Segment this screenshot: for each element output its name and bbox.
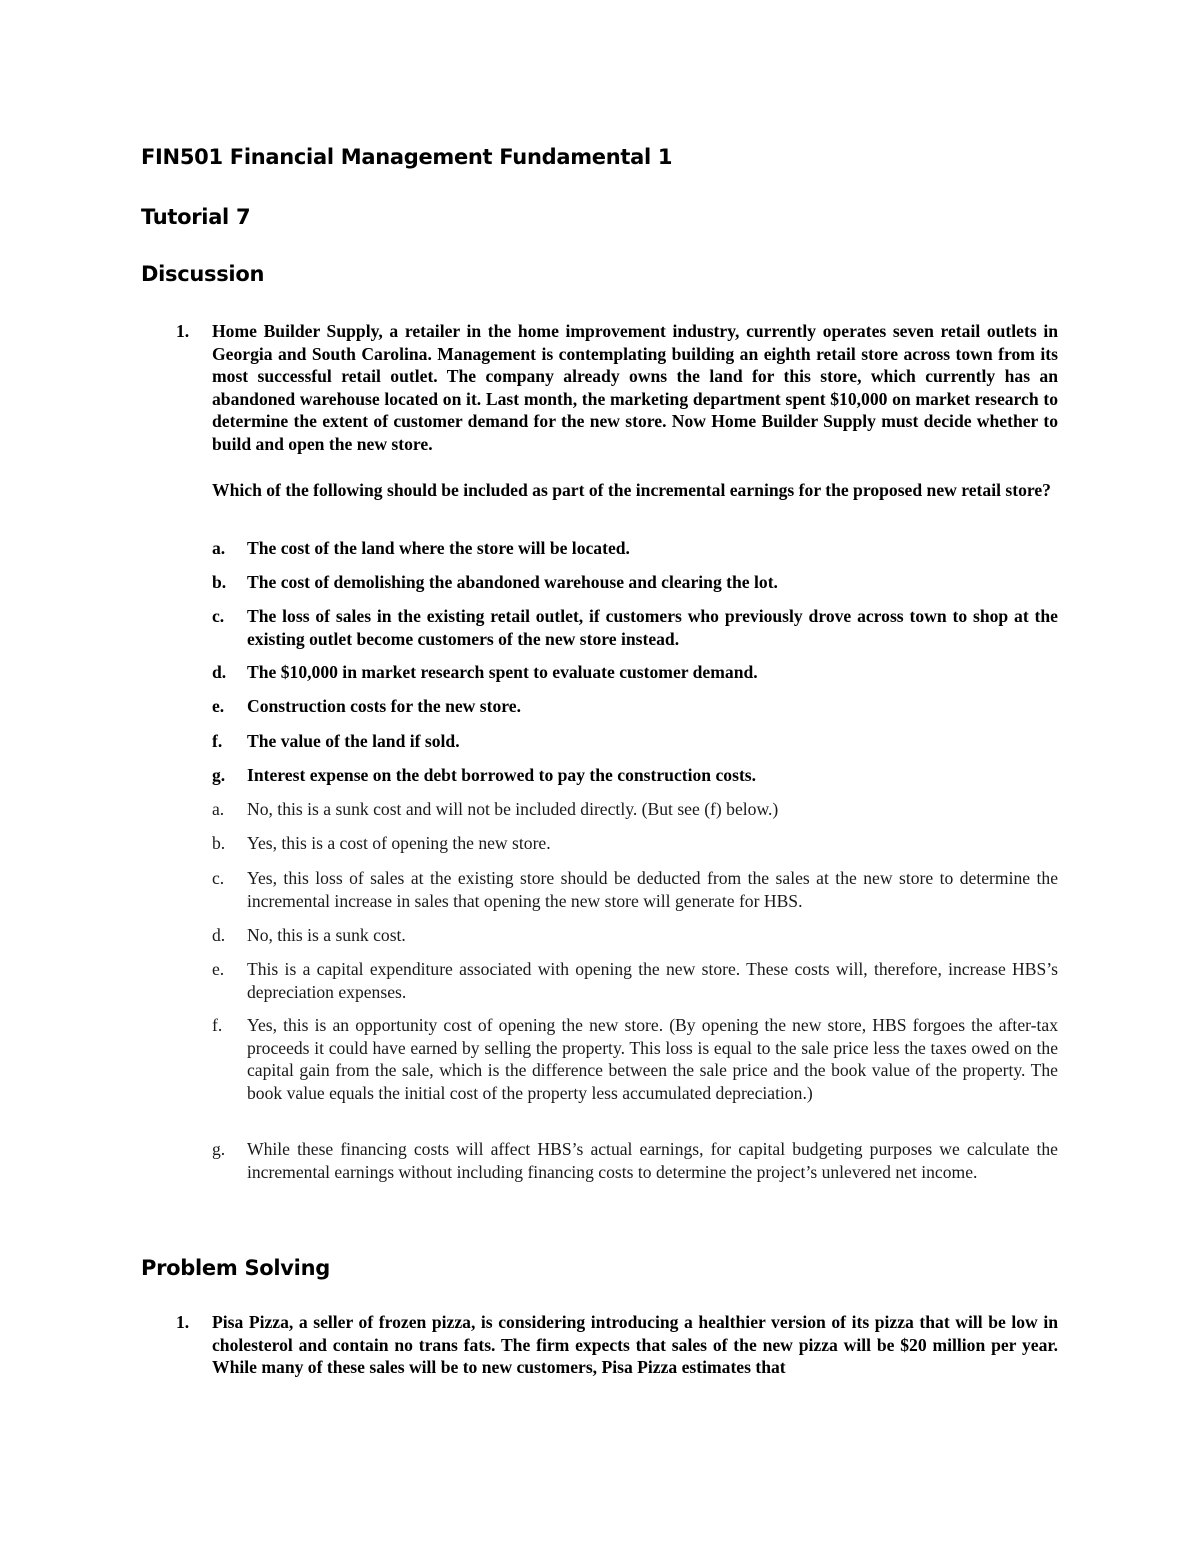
option-c-letter: c. xyxy=(212,606,225,626)
answer-e-text: This is a capital expenditure associated with opening the new store. These costs will, therefore, increase HBS’s depreciation expenses. xyxy=(247,959,1058,1002)
answer-c-text: Yes, this loss of sales at the existing store should be deducted from the sales at the new store to determine the incremental increase in sales that opening the new store will generate for HBS. xyxy=(247,868,1058,911)
option-c-text: The loss of sales in the existing retail outlet, if customers who previously drove across town to shop at the existing outlet become customers of the new store instead. xyxy=(247,606,1058,649)
discussion-prompt: Which of the following should be included as part of the incremental earnings for the proposed new retail store? xyxy=(212,480,1051,500)
option-b-letter: b. xyxy=(212,572,227,592)
answer-g-text: While these financing costs will affect HBS’s actual earnings, for capital budgeting purposes we calculate the incremental earnings without including financing costs to determine the project’s unlevered net income. xyxy=(247,1139,1058,1182)
tutorial-heading: Tutorial 7 xyxy=(141,205,251,229)
option-a-letter: a. xyxy=(212,538,226,558)
answer-f-letter: f. xyxy=(212,1015,223,1035)
problem-solving-heading: Problem Solving xyxy=(141,1256,330,1280)
document-title: FIN501 Financial Management Fundamental 1 xyxy=(141,145,673,169)
option-f-text: The value of the land if sold. xyxy=(247,731,460,751)
answer-a-letter: a. xyxy=(212,799,225,819)
answer-g-letter: g. xyxy=(212,1139,226,1159)
answer-a-text: No, this is a sunk cost and will not be included directly. (But see (f) below.) xyxy=(247,799,779,819)
option-e-text: Construction costs for the new store. xyxy=(247,696,521,716)
answer-c-letter: c. xyxy=(212,868,225,888)
answer-b-text: Yes, this is a cost of opening the new store. xyxy=(247,833,551,853)
answer-b-letter: b. xyxy=(212,833,226,853)
discussion-heading: Discussion xyxy=(141,262,265,286)
answer-d-letter: d. xyxy=(212,925,226,945)
problem-text: Pisa Pizza, a seller of frozen pizza, is considering introducing a healthier version of its pizza that will be low in cholesterol and contain no trans fats. The firm expects that sales of the new pizza will be $20 million per year. While many of these sales will be to new customers, Pisa Pizza estimates that xyxy=(212,1312,1058,1377)
answer-f-text: Yes, this is an opportunity cost of opening the new store. (By opening the new store, HBS forgoes the after-tax proceeds it could have earned by selling the property. This loss is equal to the sale price less the taxes owed on the capital gain from the sale, which is the difference between the sale price and the book value of the property. The book value equals the initial cost of the property less accumulated depreciation.) xyxy=(247,1015,1058,1103)
option-b-text: The cost of demolishing the abandoned warehouse and clearing the lot. xyxy=(247,572,778,592)
discussion-question-text: Home Builder Supply, a retailer in the home improvement industry, currently operates seven retail outlets in Georgia and South Carolina. Management is contemplating building an eighth retail store across town from its most successful retail outlet. The company already owns the land for this store, which currently has an abandoned warehouse located on it. Last month, the marketing department spent $10,000 on market research to determine the extent of customer demand for the new store. Now Home Builder Supply must decide whether to build and open the new store. xyxy=(212,321,1058,454)
discussion-question-number: 1. xyxy=(176,321,190,341)
answer-e-letter: e. xyxy=(212,959,225,979)
option-g-text: Interest expense on the debt borrowed to pay the construction costs. xyxy=(247,765,757,785)
answer-d-text: No, this is a sunk cost. xyxy=(247,925,406,945)
option-d-text: The $10,000 in market research spent to evaluate customer demand. xyxy=(247,662,758,682)
option-a-text: The cost of the land where the store will be located. xyxy=(247,538,630,558)
option-e-letter: e. xyxy=(212,696,225,716)
option-d-letter: d. xyxy=(212,662,227,682)
problem-number: 1. xyxy=(176,1312,190,1332)
option-f-letter: f. xyxy=(212,731,223,751)
option-g-letter: g. xyxy=(212,765,226,785)
